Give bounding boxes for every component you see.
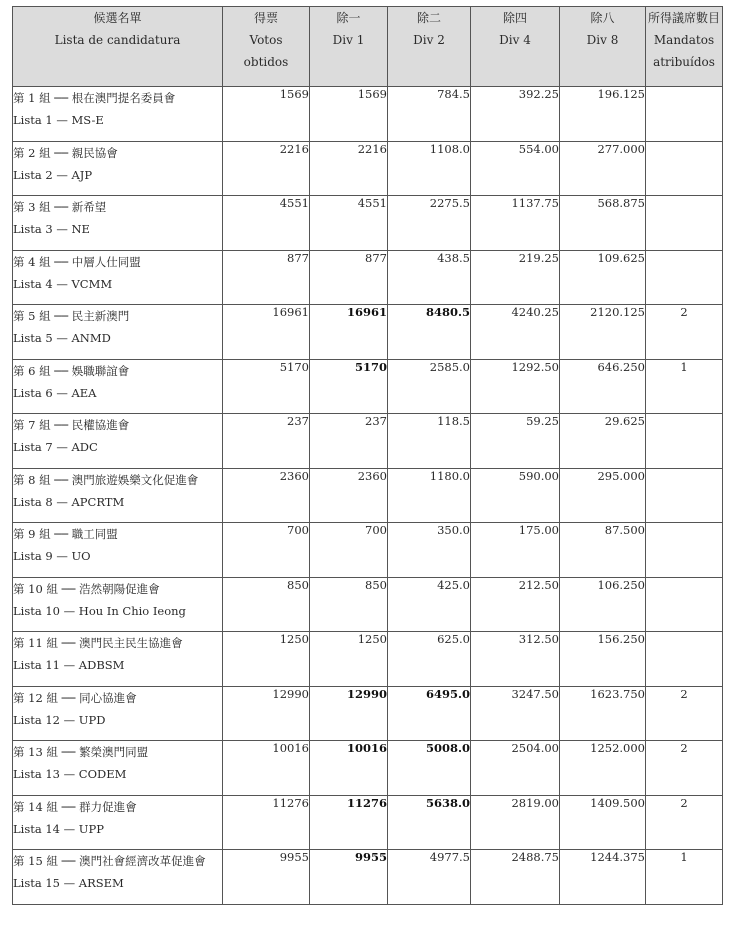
table-row (13, 850, 723, 905)
table-row (13, 686, 723, 741)
div4-cell: 3247.50 (471, 686, 560, 741)
div4-cell: 212.50 (471, 577, 560, 632)
div2-cell: 6495.0 (388, 686, 471, 741)
div4-cell: 312.50 (471, 632, 560, 687)
div2-cell: 118.5 (388, 414, 471, 469)
div8-cell: 277.000 (560, 141, 646, 196)
candidate-list-cell (13, 850, 223, 905)
list-name-pt: Lista 15 — ARSEM (13, 876, 124, 890)
header-votes-zh: 得票 (253, 11, 278, 25)
candidate-list-cell (13, 305, 223, 360)
div1-cell: 1569 (310, 87, 388, 142)
div2-cell: 625.0 (388, 632, 471, 687)
table-row (13, 359, 723, 414)
votes-cell: 237 (223, 414, 310, 469)
list-name-zh: 第 5 組 ── 民主新澳門 (13, 309, 130, 323)
header-row (13, 7, 723, 87)
votes-cell: 11276 (223, 795, 310, 850)
div8-cell: 568.875 (560, 196, 646, 251)
header-div1-zh: 除一 (336, 11, 361, 25)
seats-cell (646, 250, 723, 305)
list-name-zh: 第 14 組 ── 群力促進會 (13, 799, 137, 814)
list-name-zh: 第 15 組 ── 澳門社會經濟改革促進會 (13, 854, 206, 868)
div4-cell: 554.00 (471, 141, 560, 196)
table-row (13, 795, 723, 850)
header-candidate-list (13, 7, 223, 87)
seats-cell (646, 414, 723, 469)
table-row (13, 414, 723, 469)
candidate-list-cell (13, 795, 223, 850)
div8-cell: 1409.500 (560, 795, 646, 850)
seats-cell (646, 468, 723, 523)
div4-cell: 59.25 (471, 414, 560, 469)
header-div2-zh: 除二 (416, 11, 441, 25)
div4-cell: 175.00 (471, 523, 560, 578)
div1-cell: 11276 (310, 795, 388, 850)
list-name-pt: Lista 7 — ADC (13, 440, 98, 454)
div1-cell: 877 (310, 250, 388, 305)
div4-cell: 2819.00 (471, 795, 560, 850)
votes-cell: 850 (223, 577, 310, 632)
div1-cell: 10016 (310, 741, 388, 796)
seats-cell: 2 (646, 795, 723, 850)
seats-cell (646, 196, 723, 251)
candidate-list-cell (13, 250, 223, 305)
list-name-zh: 第 7 組 ── 民權協進會 (13, 418, 130, 432)
candidate-list-cell (13, 141, 223, 196)
candidate-list-cell (13, 632, 223, 687)
candidate-list-cell (13, 577, 223, 632)
list-name-pt: Lista 5 — ANMD (13, 331, 111, 345)
table-row (13, 577, 723, 632)
votes-cell: 2216 (223, 141, 310, 196)
div8-cell: 87.500 (560, 523, 646, 578)
div2-cell: 425.0 (388, 577, 471, 632)
list-name-pt: Lista 1 — MS-E (13, 113, 104, 127)
votes-cell: 12990 (223, 686, 310, 741)
div4-cell: 1292.50 (471, 359, 560, 414)
list-name-pt: Lista 14 — UPP (13, 821, 104, 836)
div2-cell: 438.5 (388, 250, 471, 305)
table-row (13, 141, 723, 196)
div2-cell: 784.5 (388, 87, 471, 142)
div2-cell: 8480.5 (388, 305, 471, 360)
div1-cell: 700 (310, 523, 388, 578)
div1-cell: 9955 (310, 850, 388, 905)
header-candidate-list-zh: 候選名單 (93, 11, 142, 25)
table-row (13, 305, 723, 360)
div2-cell: 2585.0 (388, 359, 471, 414)
candidate-list-cell (13, 741, 223, 796)
seats-cell: 2 (646, 741, 723, 796)
div4-cell: 4240.25 (471, 305, 560, 360)
header-div1-pt: Div 1 (332, 33, 365, 47)
header-div4 (471, 7, 560, 87)
header-votes-pt1: Votos (249, 33, 283, 47)
div8-cell: 1244.375 (560, 850, 646, 905)
votes-cell: 1569 (223, 87, 310, 142)
votes-cell: 2360 (223, 468, 310, 523)
div4-cell: 219.25 (471, 250, 560, 305)
list-name-zh: 第 10 組 ── 浩然朝陽促進會 (13, 581, 160, 596)
seats-cell (646, 87, 723, 142)
list-name-pt: Lista 2 — AJP (13, 167, 93, 182)
votes-cell: 1250 (223, 632, 310, 687)
list-name-pt: Lista 8 — APCRTM (13, 494, 125, 509)
header-seats-pt1: Mandatos (653, 33, 715, 47)
header-div8-zh: 除八 (590, 11, 615, 25)
div1-cell: 4551 (310, 196, 388, 251)
header-seats-pt2: atribuídos (653, 55, 715, 69)
div1-cell: 1250 (310, 632, 388, 687)
list-name-pt: Lista 4 — VCMM (13, 276, 113, 291)
list-name-zh: 第 3 組 ── 新希望 (13, 200, 107, 214)
header-div4-zh: 除四 (502, 11, 527, 25)
list-name-pt: Lista 10 — Hou In Chio Ieong (13, 603, 186, 618)
seats-cell: 1 (646, 850, 723, 905)
list-name-pt: Lista 13 — CODEM (13, 767, 127, 781)
div2-cell: 4977.5 (388, 850, 471, 905)
div8-cell: 106.250 (560, 577, 646, 632)
div4-cell: 2504.00 (471, 741, 560, 796)
div2-cell: 1180.0 (388, 468, 471, 523)
votes-cell: 877 (223, 250, 310, 305)
div4-cell: 392.25 (471, 87, 560, 142)
div1-cell: 850 (310, 577, 388, 632)
list-name-zh: 第 11 組 ── 澳門民主民生協進會 (13, 636, 183, 650)
list-name-zh: 第 6 組 ── 娛職聯誼會 (13, 363, 130, 378)
candidate-list-cell (13, 196, 223, 251)
list-name-pt: Lista 12 — UPD (13, 712, 106, 727)
seats-cell: 2 (646, 305, 723, 360)
div8-cell: 2120.125 (560, 305, 646, 360)
div1-cell: 2216 (310, 141, 388, 196)
div8-cell: 646.250 (560, 359, 646, 414)
votes-cell: 10016 (223, 741, 310, 796)
div2-cell: 1108.0 (388, 141, 471, 196)
div8-cell: 295.000 (560, 468, 646, 523)
div8-cell: 196.125 (560, 87, 646, 142)
votes-cell: 700 (223, 523, 310, 578)
div8-cell: 29.625 (560, 414, 646, 469)
div8-cell: 1252.000 (560, 741, 646, 796)
candidate-list-cell (13, 468, 223, 523)
table-row (13, 523, 723, 578)
candidate-list-cell (13, 359, 223, 414)
list-name-zh: 第 13 組 ── 繁榮澳門同盟 (13, 745, 149, 759)
div2-cell: 5008.0 (388, 741, 471, 796)
div1-cell: 16961 (310, 305, 388, 360)
candidate-list-cell (13, 87, 223, 142)
list-name-zh: 第 8 組 ── 澳門旅遊娛樂文化促進會 (13, 472, 199, 487)
div2-cell: 2275.5 (388, 196, 471, 251)
div8-cell: 109.625 (560, 250, 646, 305)
header-div2 (388, 7, 471, 87)
header-seats-zh: 所得議席數目 (647, 11, 720, 25)
candidate-list-cell (13, 686, 223, 741)
header-candidate-list-pt: Lista de candidatura (54, 33, 181, 47)
div1-cell: 237 (310, 414, 388, 469)
div1-cell: 12990 (310, 686, 388, 741)
header-seats (646, 7, 723, 87)
header-div8 (560, 7, 646, 87)
list-name-zh: 第 1 組 ── 根在澳門提名委員會 (13, 91, 176, 105)
seats-cell: 1 (646, 359, 723, 414)
votes-cell: 16961 (223, 305, 310, 360)
header-div4-pt: Div 4 (499, 33, 531, 47)
candidate-list-cell (13, 414, 223, 469)
div8-cell: 156.250 (560, 632, 646, 687)
seats-cell (646, 577, 723, 632)
list-name-pt: Lista 3 — NE (13, 222, 90, 236)
div4-cell: 590.00 (471, 468, 560, 523)
results-table (12, 6, 723, 905)
list-name-pt: Lista 9 — UO (13, 549, 91, 563)
list-name-zh: 第 12 組 ── 同心協進會 (13, 690, 137, 705)
list-name-pt: Lista 6 — AEA (13, 385, 97, 400)
list-name-zh: 第 2 組 ── 親民協會 (13, 145, 118, 160)
votes-cell: 5170 (223, 359, 310, 414)
seats-cell (646, 141, 723, 196)
table-row (13, 741, 723, 796)
header-div1 (310, 7, 388, 87)
seats-cell: 2 (646, 686, 723, 741)
table-row (13, 250, 723, 305)
results-body (13, 87, 723, 905)
table-row (13, 87, 723, 142)
candidate-list-cell (13, 523, 223, 578)
div2-cell: 350.0 (388, 523, 471, 578)
div4-cell: 1137.75 (471, 196, 560, 251)
header-votes-pt2: obtidos (243, 55, 289, 69)
div1-cell: 2360 (310, 468, 388, 523)
table-row (13, 196, 723, 251)
header-div8-pt: Div 8 (586, 33, 619, 47)
list-name-pt: Lista 11 — ADBSM (13, 658, 125, 672)
header-div2-pt: Div 2 (413, 33, 445, 47)
div8-cell: 1623.750 (560, 686, 646, 741)
div2-cell: 5638.0 (388, 795, 471, 850)
div4-cell: 2488.75 (471, 850, 560, 905)
seats-cell (646, 523, 723, 578)
table-row (13, 468, 723, 523)
seats-cell (646, 632, 723, 687)
div1-cell: 5170 (310, 359, 388, 414)
header-votes (223, 7, 310, 87)
list-name-zh: 第 4 組 ── 中層人仕同盟 (13, 254, 141, 269)
votes-cell: 4551 (223, 196, 310, 251)
table-row (13, 632, 723, 687)
votes-cell: 9955 (223, 850, 310, 905)
list-name-zh: 第 9 組 ── 職工同盟 (13, 527, 118, 541)
